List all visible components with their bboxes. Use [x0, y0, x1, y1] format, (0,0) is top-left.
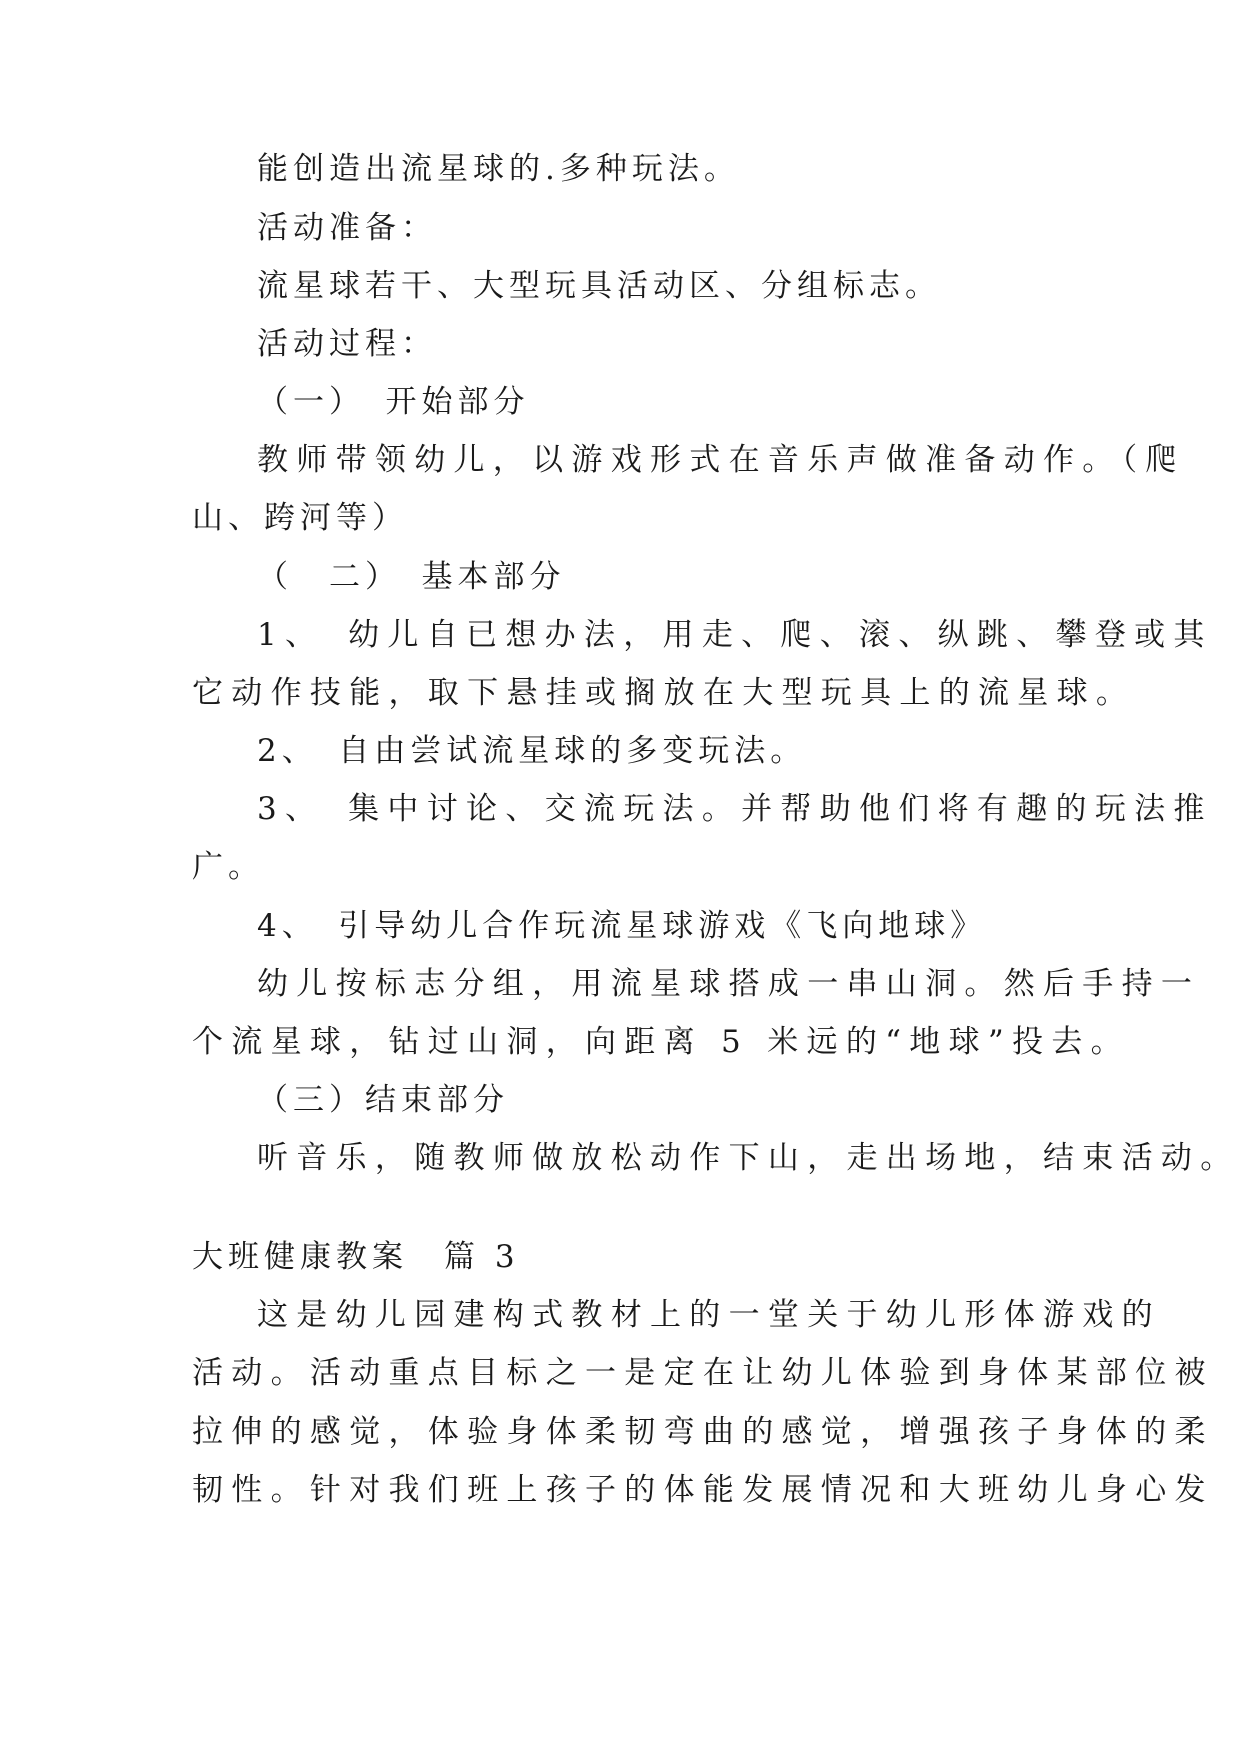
section-heading: （三）结束部分 [257, 1082, 509, 1118]
text-line: 活动过程： [257, 326, 437, 362]
text-line: 教师带领幼儿，以游戏形式在音乐声做准备动作。（爬 [257, 442, 1185, 478]
section-heading: （ 二） 基本部分 [257, 559, 566, 595]
section-heading: （一） 开始部分 [257, 384, 530, 420]
text-line: 它动作技能，取下悬挂或搁放在大型玩具上的流星球。 [192, 675, 1136, 711]
text-line: 能创造出流星球的.多种玩法。 [257, 151, 740, 187]
text-line: 山、跨河等） [192, 500, 408, 536]
text-line: 幼儿按标志分组，用流星球搭成一串山洞。然后手持一 [257, 966, 1201, 1002]
text-line: 这是幼儿园建构式教材上的一堂关于幼儿形体游戏的 [257, 1297, 1161, 1333]
text-line: 1、 幼儿自已想办法，用走、爬、滚、纵跳、攀登或其 [257, 617, 1213, 653]
text-line: 流星球若干、大型玩具活动区、分组标志。 [257, 268, 941, 304]
text-line: 拉伸的感觉，体验身体柔韧弯曲的感觉，增强孩子身体的柔 [192, 1414, 1214, 1450]
text-line: 个流星球，钻过山洞，向距离 5 米远的“地球”投去。 [192, 1024, 1130, 1060]
text-line: 活动。活动重点目标之一是定在让幼儿体验到身体某部位被 [192, 1355, 1214, 1391]
text-line: 韧性。针对我们班上孩子的体能发展情况和大班幼儿身心发 [192, 1472, 1214, 1508]
text-line: 3、 集中讨论、交流玩法。并帮助他们将有趣的玩法推 [257, 791, 1213, 827]
text-line: 广。 [192, 849, 264, 885]
text-line: 4、 引导幼儿合作玩流星球游戏《飞向地球》 [257, 908, 987, 944]
text-line: 听音乐，随教师做放松动作下山，走出场地，结束活动。 [257, 1140, 1240, 1176]
text-line: 2、 自由尝试流星球的多变玩法。 [257, 733, 807, 769]
text-line: 活动准备： [257, 210, 437, 246]
article-title: 大班健康教案 篇 3 [192, 1239, 520, 1275]
